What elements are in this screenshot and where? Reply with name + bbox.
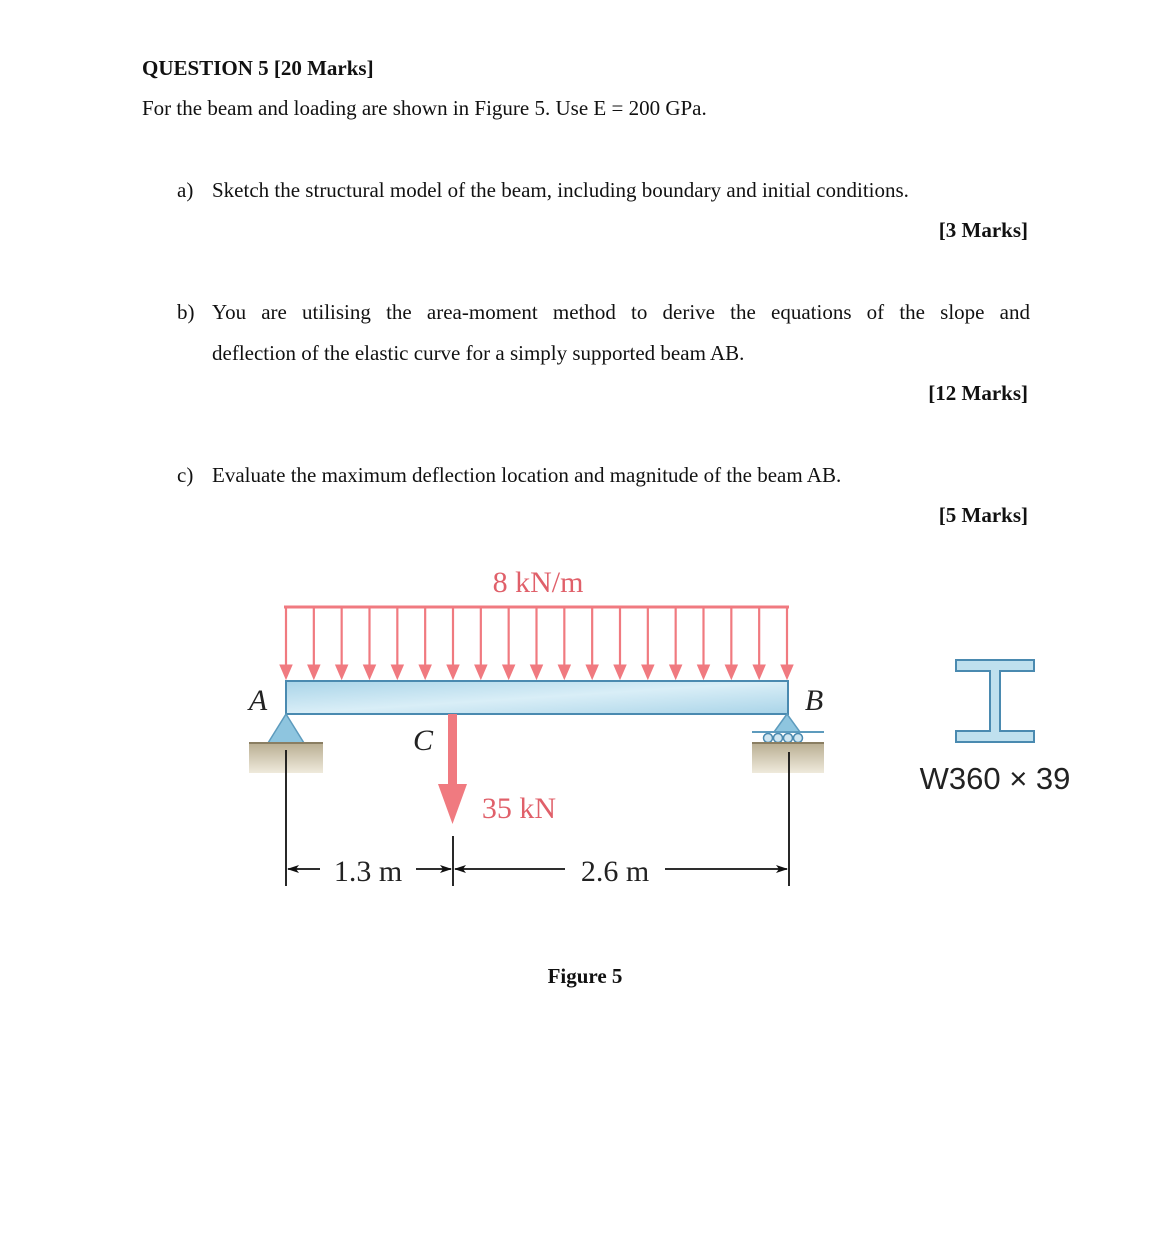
part-b-text-line2: deflection of the elastic curve for a simply supported beam AB. <box>212 341 745 365</box>
load-arrow-head <box>475 665 487 679</box>
load-arrow-head <box>558 665 570 679</box>
load-arrow-head <box>725 665 737 679</box>
point-load-label: 35 kN <box>481 792 557 825</box>
load-arrow-head <box>336 665 348 679</box>
section-label: W360 × 39 <box>919 761 1071 796</box>
dimension-ac: 1.3 m <box>333 855 403 888</box>
load-arrow-head <box>364 665 376 679</box>
load-arrow-head <box>781 665 793 679</box>
dimension-cb: 2.6 m <box>580 855 650 888</box>
distributed-load <box>280 607 793 679</box>
question-intro: For the beam and loading are shown in Figure 5. Use E = 200 GPa. <box>142 96 707 120</box>
question-title: QUESTION 5 [20 Marks] <box>142 56 374 80</box>
load-arrow-head <box>670 665 682 679</box>
beam-ab <box>286 681 788 714</box>
part-a-label: a) <box>177 178 194 202</box>
part-a-text: Sketch the structural model of the beam, including boundary and initial conditions. <box>212 178 909 202</box>
load-arrow-head <box>391 665 403 679</box>
part-b-label: b) <box>177 300 195 324</box>
part-b-text-line1: You are utilising the area-moment method to derive the equations of the slope and <box>212 300 1030 324</box>
load-arrow-head <box>447 665 459 679</box>
part-c-text: Evaluate the maximum deflection location and magnitude of the beam AB. <box>212 463 842 487</box>
label-c: C <box>412 724 434 757</box>
label-a: A <box>248 684 268 717</box>
load-arrow-head <box>753 665 765 679</box>
part-b-marks: [12 Marks] <box>928 381 1028 405</box>
load-arrow-head <box>280 665 292 679</box>
w-section-icon <box>956 660 1034 742</box>
load-arrow-head <box>642 665 654 679</box>
support-b-roller <box>752 714 824 773</box>
load-arrow-head <box>503 665 515 679</box>
part-a-marks: [3 Marks] <box>938 218 1028 242</box>
load-arrow-head <box>308 665 320 679</box>
load-arrow-head <box>614 665 626 679</box>
distributed-load-label: 8 kN/m <box>492 566 584 599</box>
part-c-label: c) <box>177 463 194 487</box>
load-arrow-head <box>698 665 710 679</box>
label-b: B <box>804 684 824 717</box>
figure-caption: Figure 5 <box>547 964 623 988</box>
load-arrow-head <box>531 665 543 679</box>
point-load-arrow <box>438 714 467 824</box>
part-c-marks: [5 Marks] <box>938 503 1028 527</box>
load-arrow-head <box>586 665 598 679</box>
distributed-load-arrows <box>280 607 793 679</box>
load-arrow-head <box>419 665 431 679</box>
